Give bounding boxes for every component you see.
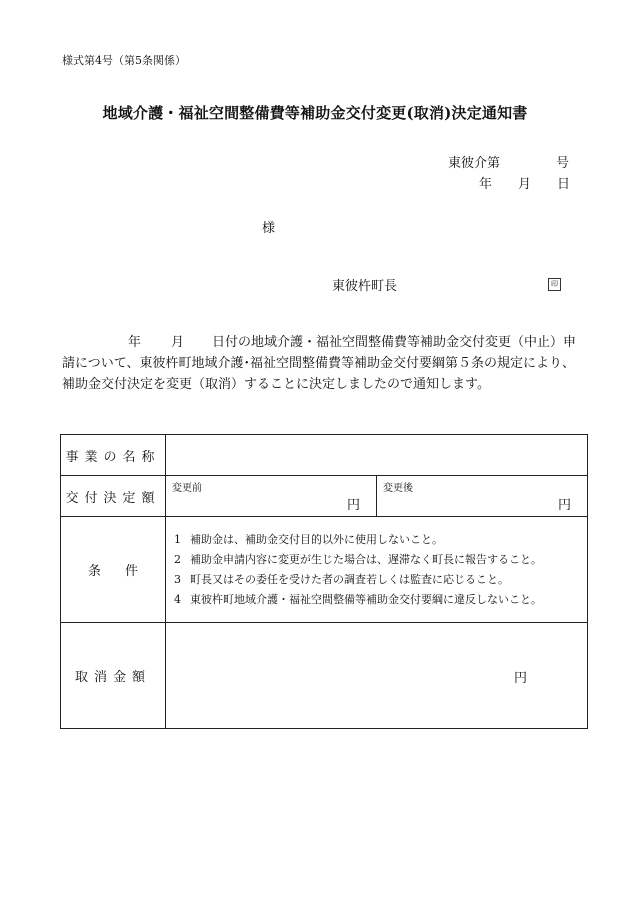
table-row [61, 435, 588, 476]
grant-amount-label: 交付決定額 [61, 476, 166, 517]
cancel-amount-field[interactable] [166, 623, 588, 729]
cancel-yen-unit: 円 [514, 671, 528, 686]
condition-item: 1 補助金は、補助金交付目的以外に使用しないこと。 [174, 532, 443, 546]
project-name-field[interactable] [166, 435, 588, 476]
seal-mark-icon: 印 [548, 278, 561, 291]
date-month: 月 [518, 177, 532, 192]
body-month: 月 [171, 335, 185, 350]
document-title: 地域介護・福祉空間整備費等補助金交付変更(取消)決定通知書 [102, 104, 528, 122]
body-line-1-text: 日付の地域介護・福祉空間整備費等補助金交付変更（中止）申 [212, 335, 577, 350]
reference-suffix: 号 [556, 156, 570, 171]
grant-amount-cell [166, 476, 588, 517]
conditions-list [166, 530, 587, 610]
table-row [61, 623, 588, 729]
after-yen-unit: 円 [557, 498, 571, 513]
issue-date [479, 173, 570, 192]
reference-number [448, 152, 569, 171]
after-label: 変更後 [383, 483, 413, 494]
before-label: 変更前 [172, 483, 202, 494]
body-line-2: 請について、東彼杵町地域介護･福祉空間整備費等補助金交付要綱第５条の規定により、 [62, 356, 575, 371]
condition-item: 3 町長又はその委任を受けた者の調査若しくは監査に応じること。 [174, 572, 509, 586]
cancel-amount-label: 取消金額 [61, 623, 166, 729]
body-line-3: 補助金交付決定を変更（取消）することに決定しましたので通知します。 [62, 377, 490, 392]
table-row [61, 517, 588, 623]
conditions-label: 条件 [61, 517, 166, 623]
project-name-label: 事業の名称 [61, 435, 166, 476]
amount-before-field[interactable] [166, 476, 376, 516]
addressee: 様 [262, 221, 276, 236]
issuer-title: 東彼杵町長 [332, 279, 398, 294]
form-number: 様式第4号（第5条関係） [62, 54, 186, 67]
condition-item: 4 東彼杵町地域介護・福祉空間整備等補助金交付要綱に違反しないこと。 [174, 592, 542, 606]
reference-prefix: 東彼介第 [448, 156, 501, 171]
conditions-cell [166, 517, 588, 623]
notice-body [62, 332, 584, 395]
grant-details-table [60, 434, 588, 729]
body-line-1 [62, 332, 584, 353]
condition-item: 2 補助金申請内容に変更が生じた場合は、遅滞なく町長に報告すること。 [174, 552, 542, 566]
body-year: 年 [128, 335, 142, 350]
before-yen-unit: 円 [346, 498, 360, 513]
date-year: 年 [479, 177, 493, 192]
amount-after-field[interactable] [376, 476, 587, 516]
date-day: 日 [557, 177, 571, 192]
table-row [61, 476, 588, 517]
